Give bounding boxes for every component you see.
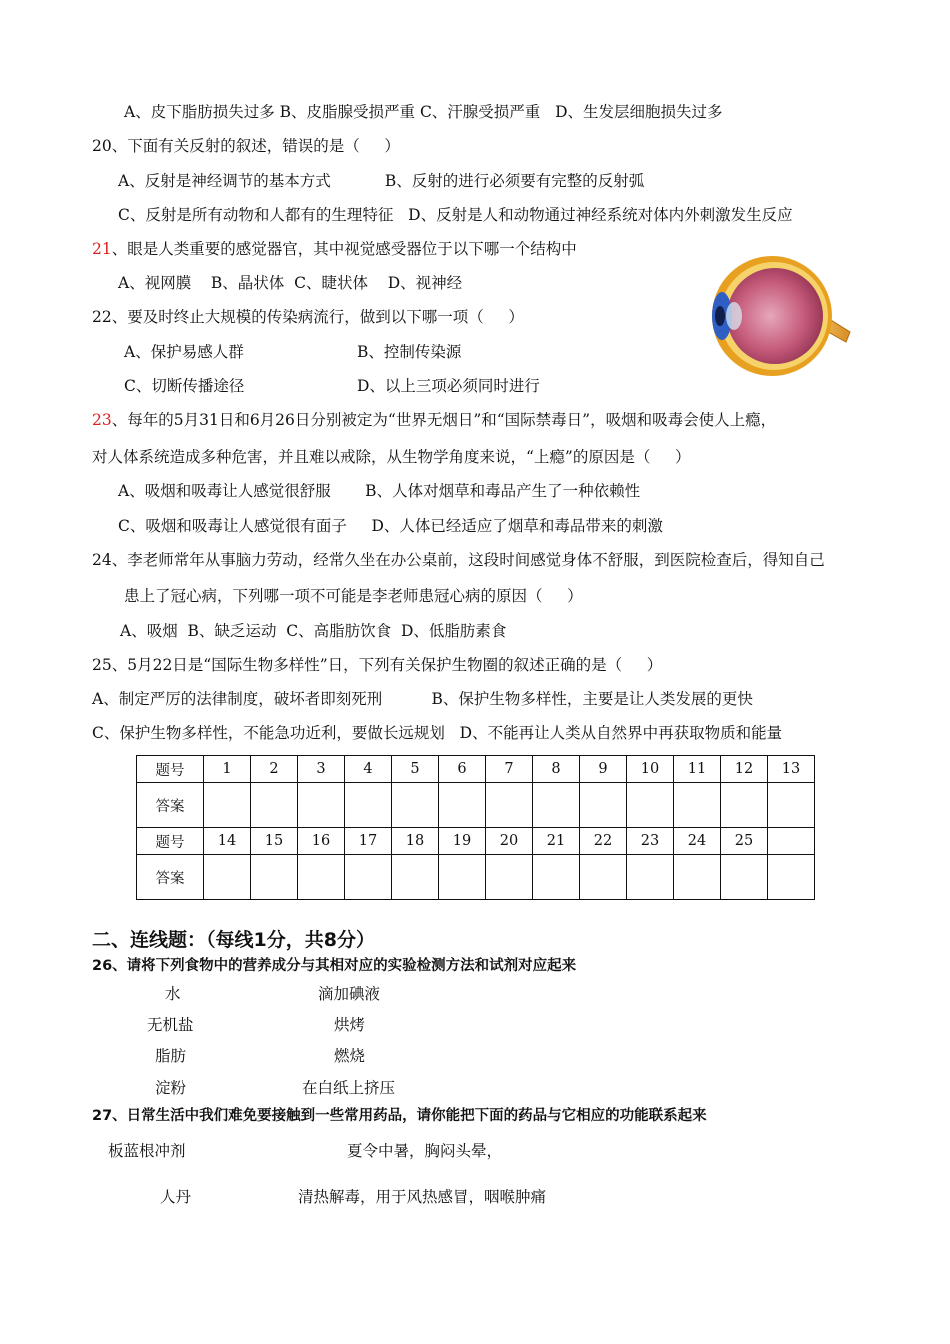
answer-cell[interactable] (392, 783, 439, 828)
q26-left-item: 无机盐 (147, 1016, 194, 1034)
answer-cell[interactable] (768, 855, 815, 900)
q27-left-item: 板蓝根冲剂 (108, 1142, 186, 1160)
table-header-cell: 答案 (137, 783, 204, 828)
q23-stem-line1 (92, 410, 776, 430)
table-header-cell: 答案 (137, 855, 204, 900)
table-cell: 6 (439, 756, 486, 783)
table-cell: 10 (627, 756, 674, 783)
q26-left-item: 淀粉 (155, 1079, 187, 1097)
answer-cell[interactable] (204, 783, 251, 828)
answer-cell[interactable] (627, 783, 674, 828)
answer-table (136, 755, 815, 900)
answer-cell[interactable] (721, 855, 768, 900)
q20-stem: 20、下面有关反射的叙述，错误的是（ ） (92, 137, 400, 155)
q26-right-item: 燃烧 (334, 1047, 366, 1065)
table-row-numbers-2 (137, 828, 815, 855)
answer-cell[interactable] (533, 783, 580, 828)
table-cell: 9 (580, 756, 627, 783)
eye-anatomy-image (700, 250, 852, 385)
table-header-cell: 题号 (137, 756, 204, 783)
answer-cell[interactable] (298, 855, 345, 900)
answer-cell[interactable] (486, 855, 533, 900)
q21-stem (92, 239, 577, 259)
answer-cell[interactable] (674, 783, 721, 828)
table-cell: 21 (533, 828, 580, 855)
table-cell: 7 (486, 756, 533, 783)
table-row-numbers-1 (137, 756, 815, 783)
q27-right-item: 夏令中暑，胸闷头晕， (347, 1142, 503, 1160)
q19-options: A、皮下脂肪损失过多 B、皮脂腺受损严重 C、汗腺受损严重 D、生发层细胞损失过多 (124, 103, 723, 121)
q21-stem-text: 、眼是人类重要的感觉器官，其中视觉感受器位于以下哪一个结构中 (111, 240, 577, 258)
q27-stem: 27、日常生活中我们难免要接触到一些常用药品，请你能把下面的药品与它相应的功能联系起来 (92, 1108, 707, 1124)
q25-options-ab: A、制定严厉的法律制度，破坏者即刻死刑 B、保护生物多样性，主要是让人类发展的更快 (92, 690, 753, 708)
q20-options-ab: A、反射是神经调节的基本方式 B、反射的进行必须要有完整的反射弧 (118, 172, 645, 190)
q26-right-item: 烘烤 (334, 1016, 366, 1034)
q21-number: 21 (92, 240, 112, 258)
answer-cell[interactable] (439, 783, 486, 828)
q22-option-d: D、以上三项必须同时进行 (357, 377, 540, 395)
table-cell (768, 828, 815, 855)
answer-cell[interactable] (298, 783, 345, 828)
table-cell: 20 (486, 828, 533, 855)
q27-left-item: 人丹 (160, 1188, 192, 1206)
table-cell: 15 (251, 828, 298, 855)
table-cell: 12 (721, 756, 768, 783)
q22-option-a: A、保护易感人群 (124, 343, 244, 361)
answer-cell[interactable] (345, 783, 392, 828)
answer-cell[interactable] (392, 855, 439, 900)
answer-cell[interactable] (580, 855, 627, 900)
q23-stem-line2: 对人体系统造成多种危害，并且难以戒除，从生物学角度来说，“上瘾”的原因是（ ） (92, 448, 691, 466)
table-cell: 13 (768, 756, 815, 783)
table-cell: 19 (439, 828, 486, 855)
table-row-answers-2 (137, 855, 815, 900)
q23-options-cd: C、吸烟和吸毒让人感觉很有面子 D、人体已经适应了烟草和毒品带来的刺激 (118, 517, 663, 535)
table-cell: 1 (204, 756, 251, 783)
answer-cell[interactable] (674, 855, 721, 900)
q20-options-cd: C、反射是所有动物和人都有的生理特征 D、反射是人和动物通过神经系统对体内外刺激发生反应 (118, 206, 793, 224)
section-2-title: 二、连线题：（每线1分，共8分） (92, 929, 375, 951)
q26-right-item: 在白纸上挤压 (302, 1079, 396, 1097)
table-cell: 8 (533, 756, 580, 783)
answer-cell[interactable] (580, 783, 627, 828)
q21-options: A、视网膜 B、晶状体 C、睫状体 D、视神经 (118, 274, 463, 292)
q26-right-item: 滴加碘液 (318, 985, 381, 1003)
table-cell: 24 (674, 828, 721, 855)
answer-cell[interactable] (721, 783, 768, 828)
q26-left-item: 脂肪 (155, 1047, 187, 1065)
answer-cell[interactable] (533, 855, 580, 900)
q23-options-ab: A、吸烟和吸毒让人感觉很舒服 B、人体对烟草和毒品产生了一种依赖性 (118, 482, 641, 500)
table-cell: 18 (392, 828, 439, 855)
answer-cell[interactable] (251, 783, 298, 828)
q24-options: A、吸烟 B、缺乏运动 C、高脂肪饮食 D、低脂肪素食 (120, 622, 507, 640)
table-cell: 16 (298, 828, 345, 855)
answer-cell[interactable] (251, 855, 298, 900)
table-row-answers-1 (137, 783, 815, 828)
answer-cell[interactable] (627, 855, 674, 900)
table-cell: 22 (580, 828, 627, 855)
q24-stem-line1: 24、李老师常年从事脑力劳动，经常久坐在办公桌前，这段时间感觉身体不舒服，到医院检查后，得知自己 (92, 551, 825, 569)
table-cell: 11 (674, 756, 721, 783)
table-cell: 23 (627, 828, 674, 855)
table-cell: 17 (345, 828, 392, 855)
table-cell: 5 (392, 756, 439, 783)
table-cell: 3 (298, 756, 345, 783)
q22-stem: 22、要及时终止大规模的传染病流行，做到以下哪一项（ ） (92, 308, 524, 326)
q25-options-cd: C、保护生物多样性，不能急功近利，要做长远规划 D、不能再让人类从自然界中再获取物质和能量 (92, 724, 783, 742)
answer-cell[interactable] (345, 855, 392, 900)
table-cell: 4 (345, 756, 392, 783)
table-cell: 2 (251, 756, 298, 783)
q22-option-b: B、控制传染源 (357, 343, 462, 361)
table-header-cell: 题号 (137, 828, 204, 855)
answer-cell[interactable] (768, 783, 815, 828)
answer-cell[interactable] (204, 855, 251, 900)
table-cell: 25 (721, 828, 768, 855)
q26-left-item: 水 (165, 985, 181, 1003)
answer-cell[interactable] (486, 783, 533, 828)
answer-cell[interactable] (439, 855, 486, 900)
q25-stem: 25、5月22日是“国际生物多样性”日，下列有关保护生物圈的叙述正确的是（ ） (92, 656, 663, 674)
table-cell: 14 (204, 828, 251, 855)
q23-number: 23 (92, 411, 112, 429)
q26-stem: 26、请将下列食物中的营养成分与其相对应的实验检测方法和试剂对应起来 (92, 958, 577, 974)
q24-stem-line2: 患上了冠心病，下列哪一项不可能是李老师患冠心病的原因（ ） (124, 587, 583, 605)
q22-option-c: C、切断传播途径 (124, 377, 245, 395)
q23-stem-text: 、每年的5月31日和6月26日分别被定为“世界无烟日”和“国际禁毒日”，吸烟和吸毒会使人上瘾， (111, 411, 777, 429)
q27-right-item: 清热解毒，用于风热感冒，咽喉肿痛 (298, 1188, 547, 1206)
